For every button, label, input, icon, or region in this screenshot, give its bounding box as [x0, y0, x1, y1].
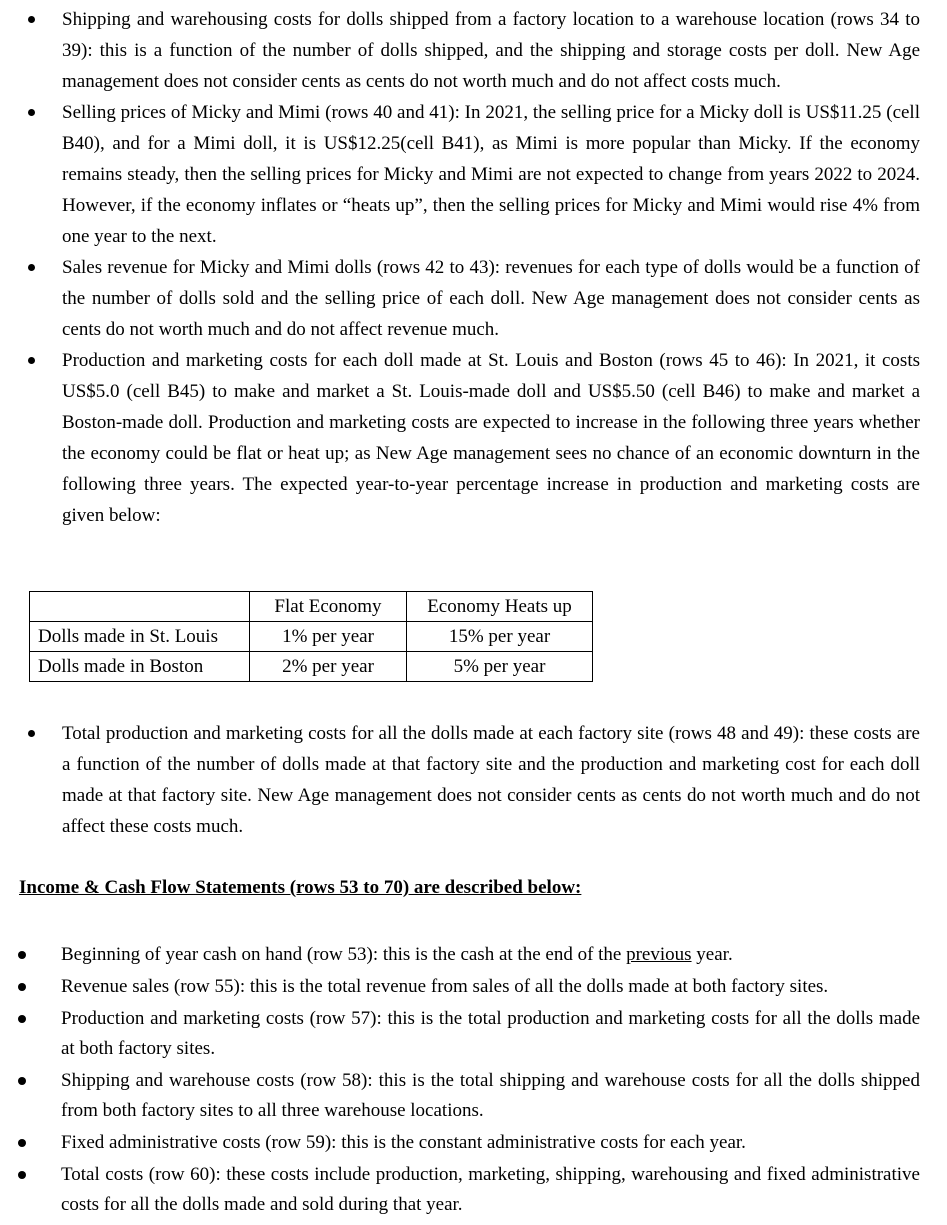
list-item-text	[61, 940, 920, 970]
list-item-text: Shipping and warehousing costs for dolls shipped from a factory location to a warehouse location (rows 34 to 39): this is a function of the number of dolls shipped, and the shipping and storage costs per doll. New Age management does not consider cents as cents do not worth much and do not affect costs much.	[62, 9, 920, 92]
bullet-icon	[18, 951, 26, 959]
list-item-text: Selling prices of Micky and Mimi (rows 40 and 41): In 2021, the selling price for a Micky doll is US$11.25 (cell B40), and for a Mimi doll, it is US$12.25(cell B41), as Mimi is more popular than Micky. If the economy remains steady, then the selling prices for Micky and Mimi are not expected to change from years 2022 to 2024. However, if the economy inflates or “heats up”, then the selling prices for Micky and Mimi would rise 4% from one year to the next.	[62, 102, 920, 247]
list-item	[0, 4, 947, 97]
list-item	[0, 1066, 947, 1126]
list-item-text: Sales revenue for Micky and Mimi dolls (rows 42 to 43): revenues for each type of dolls would be a function of the number of dolls sold and the selling price of each doll. New Age management does not consider cents as cents do not worth much and do not affect revenue much.	[62, 257, 920, 340]
table-cell: Dolls made in Boston	[30, 652, 250, 682]
table-header-cell: Flat Economy	[250, 592, 407, 622]
list-item-text: Total costs (row 60): these costs include production, marketing, shipping, warehousing and fixed administrative costs for all the dolls made and sold during that year.	[61, 1164, 920, 1215]
list-item	[0, 252, 947, 345]
bullet-icon	[28, 730, 35, 737]
table-row	[30, 622, 593, 652]
list-item-text: Total production and marketing costs for all the dolls made at each factory site (rows 48 and 49): these costs are a function of the number of dolls made at that factory site and the production and marketing cost for each doll made at that factory site. New Age management does not consider cents as cents do not worth much and do not affect these costs much.	[62, 723, 920, 837]
table-row	[30, 652, 593, 682]
bullet-icon	[28, 109, 35, 116]
cost-increase-table	[29, 591, 593, 682]
underlined-word: previous	[626, 944, 692, 965]
table-header-row	[30, 592, 593, 622]
bullet-icon	[18, 1171, 26, 1179]
bullet-icon	[18, 983, 26, 991]
list-item-text: Shipping and warehouse costs (row 58): this is the total shipping and warehouse costs for all the dolls shipped from both factory sites to all three warehouse locations.	[61, 1070, 920, 1121]
table-header-cell: Economy Heats up	[407, 592, 593, 622]
table-cell	[30, 592, 250, 622]
list-item	[0, 1160, 947, 1220]
bullet-icon	[28, 357, 35, 364]
bullet-icon	[28, 16, 35, 23]
bullet-list-top	[0, 4, 947, 531]
list-item-text: Fixed administrative costs (row 59): this is the constant administrative costs for each year.	[61, 1132, 746, 1153]
list-item	[0, 940, 947, 970]
bullet-list-middle	[0, 718, 947, 842]
bullet-icon	[18, 1015, 26, 1023]
bullet-icon	[18, 1139, 26, 1147]
list-item-text: Production and marketing costs for each doll made at St. Louis and Boston (rows 45 to 46): In 2021, it costs US$5.0 (cell B45) to make and market a St. Louis-made doll and US$5.50 (cell B46) to make and market a Boston-made doll. Production and marketing costs are expected to increase in the following three years whether the economy could be flat or heat up; as New Age management sees no chance of an economic downturn in the following three years. The expected year-to-year percentage increase in production and marketing costs are given below:	[62, 350, 920, 526]
list-item-text: Revenue sales (row 55): this is the total revenue from sales of all the dolls made at both factory sites.	[61, 976, 829, 997]
list-item	[0, 1128, 947, 1158]
list-item	[0, 718, 947, 842]
list-item	[0, 345, 947, 531]
section-heading: Income & Cash Flow Statements (rows 53 to 70) are described below:	[19, 877, 582, 898]
list-item-text-part: year.	[691, 944, 733, 965]
list-item	[0, 1004, 947, 1064]
list-item-text: Production and marketing costs (row 57): this is the total production and marketing costs for all the dolls made at both factory sites.	[61, 1008, 920, 1059]
table-cell: 5% per year	[407, 652, 593, 682]
list-item	[0, 972, 947, 1002]
table-cell: Dolls made in St. Louis	[30, 622, 250, 652]
bullet-icon	[28, 264, 35, 271]
bullet-list-bottom	[0, 940, 947, 1222]
list-item	[0, 97, 947, 252]
table-cell: 2% per year	[250, 652, 407, 682]
table-cell: 1% per year	[250, 622, 407, 652]
bullet-icon	[18, 1077, 26, 1085]
list-item-text-part: Beginning of year cash on hand (row 53): this is the cash at the end of the	[61, 944, 627, 965]
table-cell: 15% per year	[407, 622, 593, 652]
